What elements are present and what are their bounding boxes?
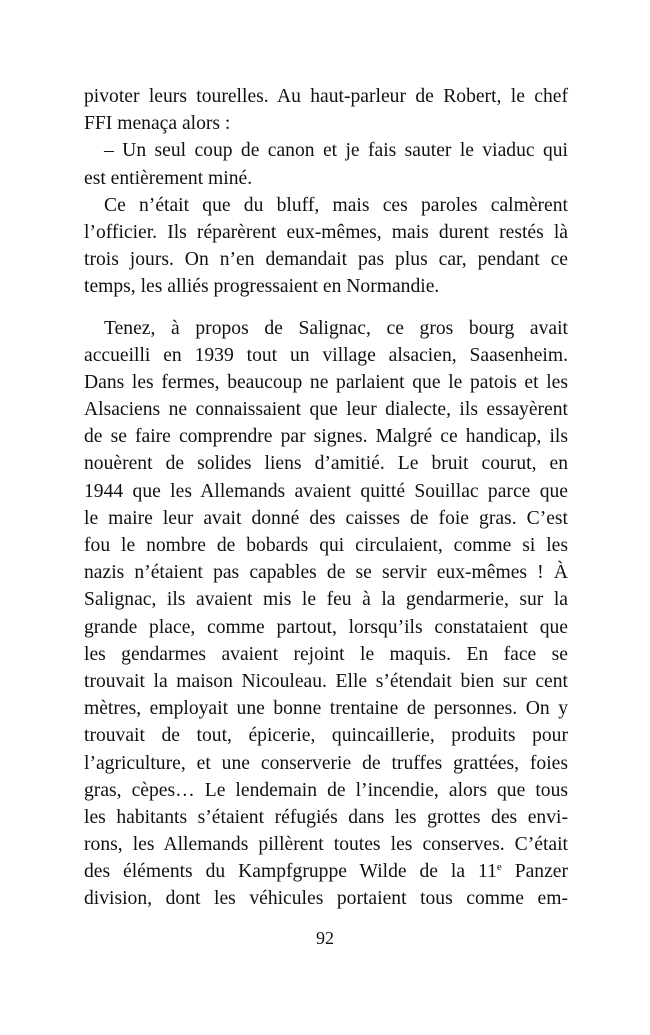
text-line: grande place, comme partout, lorsqu’ils constataient que xyxy=(84,616,568,638)
text-line: division, dont les véhicules portaient tous comme em- xyxy=(84,888,568,910)
text-line: temps, les alliés progressaient en Normandie. xyxy=(84,276,440,298)
text-line: 1944 que les Allemands avaient quitté Souillac parce que xyxy=(84,480,568,502)
text-line-with-superscript xyxy=(84,858,568,885)
text-line: Ce n’était que du bluff, mais ces paroles calmèrent xyxy=(104,194,568,216)
text-line: pivoter leurs tourelles. Au haut-parleur de Robert, le chef xyxy=(84,86,568,107)
text-line: Alsaciens ne connaissaient que leur dialecte, ils essayèrent xyxy=(84,399,568,421)
paragraph-3 xyxy=(84,192,568,301)
text-line: rons, les Allemands pillèrent toutes les conserves. C’était xyxy=(84,834,568,856)
text-line: l’agriculture, et une conserverie de truffes grattées, foies xyxy=(84,752,568,774)
text-fragment: Panzer xyxy=(501,861,568,883)
superscript-ordinal: e xyxy=(496,861,502,874)
text-line: est entièrement miné. xyxy=(84,167,253,189)
paragraph-2-dialogue xyxy=(84,137,568,191)
paragraph-4 xyxy=(84,315,568,913)
text-line: FFI menaça alors : xyxy=(84,113,231,135)
text-line: les habitants s’étaient réfugiés dans les grottes des envi- xyxy=(84,806,568,828)
text-line: trouvait la maison Nicouleau. Elle s’étendait bien sur cent xyxy=(84,670,568,692)
paragraph-1 xyxy=(84,83,568,137)
text-line: trois jours. On n’en demandait pas plus car, pendant ce xyxy=(84,249,568,271)
text-line: le maire leur avait donné des caisses de foie gras. C’est xyxy=(84,507,568,529)
text-line: les gendarmes avaient rejoint le maquis. En face se xyxy=(84,643,568,665)
text-line: trouvait de tout, épicerie, quincaillerie, produits pour xyxy=(84,725,568,747)
text-line: mètres, employait une bonne trentaine de personnes. On y xyxy=(84,698,568,720)
text-line: – Un seul coup de canon et je fais sauter le viaduc qui xyxy=(104,140,568,162)
text-line: gras, cèpes… Le lendemain de l’incendie, alors que tous xyxy=(84,779,568,801)
text-line: nazis n’étaient pas capables de se servir eux-mêmes ! À xyxy=(84,562,568,584)
text-line: l’officier. Ils réparèrent eux-mêmes, mais durent restés là xyxy=(84,221,568,243)
text-line: Salignac, ils avaient mis le feu à la gendarmerie, sur la xyxy=(84,589,568,611)
page-body-text xyxy=(84,83,568,913)
text-line: fou le nombre de bobards qui circulaient, comme si les xyxy=(84,535,568,556)
text-line: Tenez, à propos de Salignac, ce gros bourg avait xyxy=(104,317,568,339)
text-line: accueilli en 1939 tout un village alsacien, Saasenheim. xyxy=(84,344,568,366)
text-line: nouèrent de solides liens d’amitié. Le bruit courut, en xyxy=(84,453,568,475)
text-fragment: des éléments du Kampfgruppe Wilde de la 11 xyxy=(84,861,497,883)
text-line: Dans les fermes, beaucoup ne parlaient que le patois et les xyxy=(84,371,568,393)
page-number: 92 xyxy=(316,928,334,948)
text-line: de se faire comprendre par signes. Malgré ce handicap, ils xyxy=(84,426,568,448)
